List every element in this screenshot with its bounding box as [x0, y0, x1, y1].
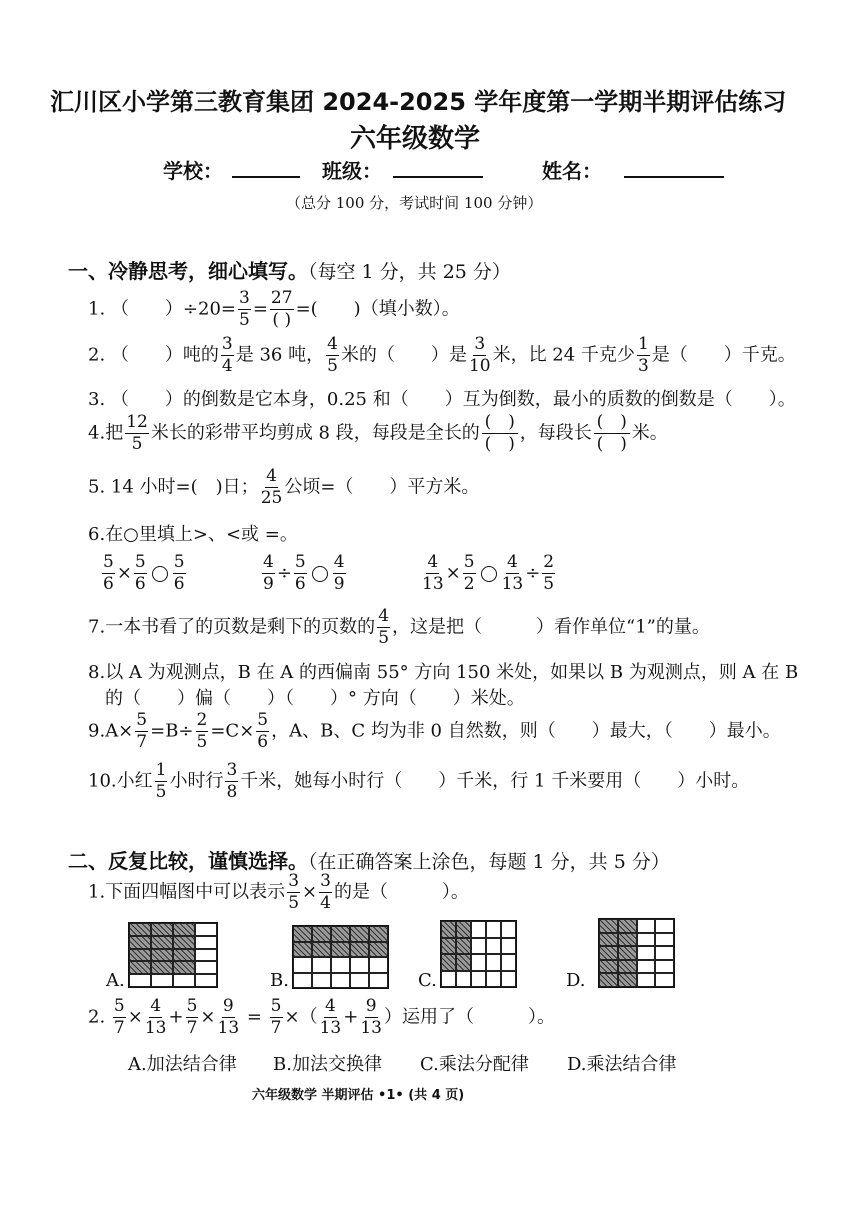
- q-number: 4.: [88, 422, 106, 444]
- grid-cell: [486, 971, 501, 988]
- fraction: $\frac{3}{4}$: [221, 334, 233, 376]
- fraction: $\frac{5}{6}$: [103, 552, 114, 594]
- grid-cell: [637, 919, 656, 933]
- fraction: $\frac{3}{4}$: [320, 871, 331, 913]
- grid-cell: [456, 921, 471, 938]
- grid-cell: [312, 942, 331, 958]
- q-text: ，A、B、C 均为非 0 自然数，则（ ）最大，（ ）最小。: [271, 720, 781, 742]
- grid-cell: [655, 933, 674, 947]
- grid-cell: [599, 933, 618, 947]
- grid-cell: [369, 957, 388, 973]
- operator: ×: [200, 1006, 216, 1028]
- grid-cell: [441, 954, 456, 971]
- question-1-1: [88, 290, 460, 329]
- grid-cell: [129, 949, 151, 962]
- option-grid-d[interactable]: [598, 918, 675, 988]
- question-1-8-line2: 的（ ）偏（ ）（ ）° 方向（ ）米处。: [105, 688, 525, 709]
- q-number: 2.: [88, 1006, 106, 1028]
- grid-cell: [456, 954, 471, 971]
- option-grid-b[interactable]: [292, 925, 389, 989]
- fraction: $\frac{5}{7}$: [186, 996, 198, 1038]
- grid-cell: [655, 919, 674, 933]
- page-footer: 六年级数学 半期评估 •1• (共 4 页): [252, 1088, 465, 1103]
- grid-cell: [173, 923, 195, 936]
- grid-cell: [655, 960, 674, 974]
- grid-cell: [195, 923, 217, 936]
- operator: ×: [445, 562, 461, 584]
- fraction: $\frac{12}{5}$: [126, 412, 148, 454]
- q-text: （ ）÷20=: [110, 298, 236, 320]
- question-1-3: [88, 385, 796, 411]
- operator: +: [343, 1006, 359, 1028]
- q-text: ，每段长: [519, 422, 592, 444]
- fraction: $\frac{1}{3}$: [637, 334, 649, 376]
- choice-c[interactable]: C.乘法分配律: [420, 1054, 529, 1075]
- grid-cell: [369, 926, 388, 942]
- grid-cell: [293, 926, 312, 942]
- option-grid-c[interactable]: [440, 920, 517, 988]
- section1-heading: 一、冷静思考，细心填写。: [68, 259, 308, 283]
- q-number: 3.: [88, 389, 106, 410]
- question-1-9: [88, 712, 781, 751]
- grid-cell: [618, 919, 637, 933]
- grid-cell: [312, 957, 331, 973]
- q-number: 10.: [88, 770, 117, 792]
- fraction: $\frac{9}{13}$: [217, 996, 240, 1038]
- fraction: $\frac{4}{13}$: [319, 996, 342, 1038]
- option-label-b[interactable]: B.: [270, 970, 289, 991]
- compare-expression-3: [420, 554, 557, 593]
- grid-cell: [173, 936, 195, 949]
- option-grid-a[interactable]: [128, 922, 218, 988]
- q-number: 1.: [88, 881, 106, 903]
- choice-a[interactable]: A.加法结合律: [128, 1054, 237, 1075]
- grid-cell: [618, 960, 637, 974]
- grid-cell: [471, 938, 486, 955]
- question-1-7: [88, 608, 710, 647]
- compare-circle[interactable]: [312, 566, 328, 582]
- fraction: $\frac{2}{5}$: [196, 710, 208, 752]
- fraction: $\frac{3}{5}$: [239, 288, 250, 330]
- operator: =: [241, 1006, 268, 1028]
- grid-cell: [331, 973, 350, 989]
- fraction: $\frac{27}{( )}$: [270, 288, 293, 330]
- option-label-c[interactable]: C.: [418, 970, 437, 991]
- grid-cell: [471, 971, 486, 988]
- q-text: =C×: [210, 720, 255, 742]
- q-number: 8.: [88, 662, 106, 683]
- grid-cell: [173, 961, 195, 974]
- grid-cell: [599, 973, 618, 987]
- operator: ×: [302, 881, 318, 903]
- answer-fraction-blank[interactable]: $\frac{( )}{( )}$: [594, 414, 630, 453]
- section2-scoring: （在正确答案上涂色，每题 1 分，共 5 分）: [308, 851, 670, 873]
- fraction: $\frac{1}{5}$: [155, 760, 167, 802]
- answer-fraction-blank[interactable]: $\frac{( )}{( )}$: [482, 414, 518, 453]
- operator: ×: [116, 562, 132, 584]
- question-1-4: [88, 414, 668, 453]
- grid-cell: [501, 971, 516, 988]
- grid-cell: [293, 973, 312, 989]
- compare-expression-1: [100, 554, 188, 593]
- grid-cell: [312, 973, 331, 989]
- grid-cell: [195, 961, 217, 974]
- fraction: $\frac{9}{13}$: [360, 996, 382, 1038]
- school-label: 学校：: [163, 159, 223, 183]
- question-1-2: [88, 336, 796, 375]
- q-text: 是 36 吨，: [235, 344, 325, 366]
- section1-scoring: （每空 1 分，共 25 分）: [308, 261, 511, 283]
- grid-cell: [331, 926, 350, 942]
- fraction: $\frac{5}{7}$: [136, 710, 148, 752]
- choice-b[interactable]: B.加法交换律: [273, 1054, 382, 1075]
- grid-cell: [350, 973, 369, 989]
- section2-heading: 二、反复比较，谨慎选择。: [68, 849, 308, 873]
- grid-cell: [129, 961, 151, 974]
- grid-cell: [129, 923, 151, 936]
- compare-circle[interactable]: [152, 566, 168, 582]
- grid-cell: [486, 921, 501, 938]
- grid-cell: [195, 936, 217, 949]
- fraction: $\frac{5}{6}$: [173, 552, 185, 594]
- q-text: 以 A 为观测点，B 在 A 的西偏南 55° 方向 150 米处，如果以 B 为观测点，则 A 在 B: [105, 662, 799, 683]
- section1-header: [68, 255, 511, 284]
- fraction: $\frac{5}{6}$: [257, 710, 269, 752]
- q-text: （ ）吨的: [110, 344, 219, 366]
- fraction: $\frac{5}{6}$: [134, 552, 146, 594]
- grid-cell: [195, 949, 217, 962]
- q-text: ，这是把（ ）看作单位“1”的量。: [392, 616, 710, 638]
- q-text: =B÷: [150, 720, 194, 742]
- compare-circle[interactable]: [481, 566, 497, 582]
- class-blank[interactable]: [393, 156, 483, 178]
- name-label: 姓名：: [542, 159, 602, 183]
- grid-cell: [618, 973, 637, 987]
- fraction: $\frac{4}{9}$: [333, 552, 345, 594]
- operator: ）: [383, 1006, 402, 1028]
- exam-title: 汇川区小学第三教育集团 2024-2025 学年度第一学期半期评估练习: [50, 88, 787, 116]
- operator: ÷: [525, 562, 541, 584]
- operator: ×: [127, 1006, 143, 1028]
- grid-cell: [637, 973, 656, 987]
- grid-cell: [293, 957, 312, 973]
- question-2-2: [88, 998, 555, 1037]
- grid-cell: [501, 921, 516, 938]
- grid-cell: [151, 936, 173, 949]
- q-number: 6.: [88, 524, 106, 545]
- q-text: 小时行: [169, 770, 224, 792]
- grid-cell: [655, 946, 674, 960]
- q-text: 小红: [116, 770, 153, 792]
- q-text: 一本书看了的页数是剩下的页数的: [105, 616, 376, 638]
- name-blank[interactable]: [624, 156, 724, 178]
- fraction: $\frac{5}{7}$: [270, 996, 282, 1038]
- question-1-10: [88, 762, 749, 801]
- question-2-1: [88, 873, 469, 912]
- grid-cell: [331, 942, 350, 958]
- grid-cell: [173, 974, 195, 987]
- option-label-a[interactable]: A.: [106, 970, 125, 991]
- fraction: $\frac{4}{9}$: [263, 552, 274, 594]
- fraction: $\frac{2}{5}$: [543, 552, 555, 594]
- q-text: 在○里填上>、<或 =。: [105, 524, 298, 545]
- grid-cell: [441, 921, 456, 938]
- question-1-8: [88, 658, 798, 684]
- compare-expression-2: [260, 554, 348, 593]
- grid-cell: [486, 954, 501, 971]
- question-1-5: [88, 468, 479, 507]
- q-text: 米。: [631, 422, 668, 444]
- class-label: 班级：: [322, 159, 382, 183]
- grid-cell: [151, 949, 173, 962]
- q-number: 9.: [88, 720, 106, 742]
- q-text: 公顷=（ ）平方米。: [284, 476, 480, 498]
- q-text: 米长的彩带平均剪成 8 段，每段是全长的: [150, 422, 480, 444]
- grid-cell: [129, 974, 151, 987]
- q-text: （ ）的倒数是它本身，0.25 和（ ）互为倒数，最小的质数的倒数是（ ）。: [110, 389, 796, 410]
- grid-cell: [456, 971, 471, 988]
- q-number: 7.: [88, 616, 106, 638]
- fraction: $\frac{4}{5}$: [378, 606, 390, 648]
- grid-cell: [350, 957, 369, 973]
- grid-cell: [350, 942, 369, 958]
- fraction: $\frac{4}{25}$: [260, 466, 283, 508]
- fraction: $\frac{4}{13}$: [144, 996, 167, 1038]
- grid-cell: [471, 954, 486, 971]
- grid-cell: [599, 946, 618, 960]
- choice-d[interactable]: D.乘法结合律: [567, 1054, 677, 1075]
- fraction: $\frac{4}{13}$: [501, 552, 524, 594]
- q-text: A×: [105, 720, 134, 742]
- grid-cell: [599, 919, 618, 933]
- q-text: 米的（ ）是: [340, 344, 467, 366]
- exam-subtitle: 六年级数学: [350, 124, 481, 154]
- fraction: $\frac{3}{10}$: [468, 334, 491, 376]
- grid-cell: [599, 960, 618, 974]
- grid-cell: [173, 949, 195, 962]
- school-blank[interactable]: [232, 156, 300, 178]
- q-text: 千米，她每小时行（ ）千米，行 1 千米要用（ ）小时。: [240, 770, 750, 792]
- grid-cell: [350, 926, 369, 942]
- grid-cell: [471, 921, 486, 938]
- grid-cell: [618, 933, 637, 947]
- fraction: $\frac{3}{8}$: [226, 760, 238, 802]
- grid-cell: [637, 946, 656, 960]
- fraction: $\frac{4}{13}$: [422, 552, 444, 594]
- grid-cell: [151, 961, 173, 974]
- grid-cell: [486, 938, 501, 955]
- question-1-6: [88, 520, 298, 546]
- grid-cell: [312, 926, 331, 942]
- q-number: 2.: [88, 344, 106, 366]
- q-text: 的是（ ）。: [333, 881, 469, 903]
- grid-cell: [195, 974, 217, 987]
- q-text: =( )（填小数）。: [295, 298, 460, 320]
- option-label-d[interactable]: D.: [566, 970, 586, 991]
- grid-cell: [293, 942, 312, 958]
- q-text: 下面四幅图中可以表示: [105, 881, 286, 903]
- grid-cell: [129, 936, 151, 949]
- operator: ÷: [276, 562, 292, 584]
- grid-cell: [369, 973, 388, 989]
- fraction: $\frac{5}{2}$: [463, 552, 475, 594]
- fraction: $\frac{3}{5}$: [288, 871, 300, 913]
- equals: =: [252, 298, 268, 320]
- fraction: $\frac{4}{5}$: [327, 334, 338, 376]
- grid-cell: [369, 942, 388, 958]
- q-text: 米，比 24 千克少: [492, 344, 635, 366]
- grid-cell: [637, 960, 656, 974]
- q-text: 是（ ）千克。: [651, 344, 796, 366]
- q-number: 5.: [88, 476, 106, 498]
- q-text: 运用了（ ）。: [401, 1006, 555, 1028]
- grid-cell: [501, 954, 516, 971]
- section2-header: [68, 845, 670, 874]
- operator: ×（: [284, 1006, 318, 1028]
- grid-cell: [151, 974, 173, 987]
- grid-cell: [618, 946, 637, 960]
- q-text: 把: [105, 422, 124, 444]
- exam-note: （总分 100 分，考试时间 100 分钟）: [286, 194, 543, 212]
- grid-cell: [456, 938, 471, 955]
- grid-cell: [151, 923, 173, 936]
- grid-cell: [637, 933, 656, 947]
- fraction: $\frac{5}{7}$: [113, 996, 125, 1038]
- grid-cell: [441, 938, 456, 955]
- grid-cell: [501, 938, 516, 955]
- grid-cell: [441, 971, 456, 988]
- q-text: 14 小时=( )日；: [110, 476, 259, 498]
- operator: +: [168, 1006, 184, 1028]
- grid-cell: [655, 973, 674, 987]
- fraction: $\frac{5}{6}$: [294, 552, 306, 594]
- grid-cell: [331, 957, 350, 973]
- q-number: 1.: [88, 298, 106, 320]
